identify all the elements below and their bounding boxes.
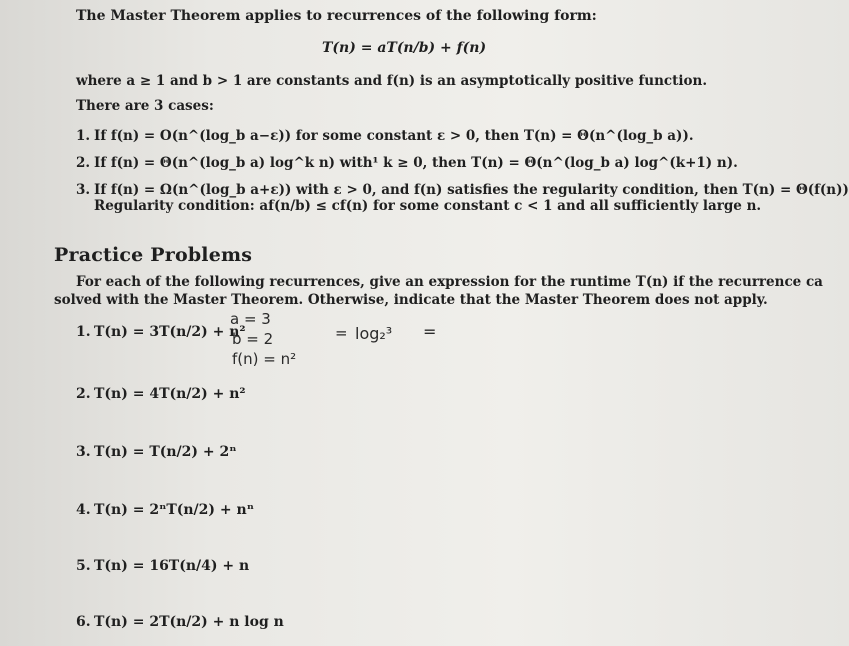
problem-6 [76,614,284,630]
case-text: If f(n) = O(n^(log_b a−ε)) for some constant ε > 0, then T(n) = Θ(n^(log_b a)). [94,128,694,144]
case-2 [76,155,738,171]
where-text: where a ≥ 1 and b > 1 are constants and f(n) is an asymptotically positive function. [76,73,708,89]
handwritten-f: f(n) = n² [232,350,297,368]
problem-number: 5. [76,558,91,574]
problem-1 [76,324,246,340]
problem-3 [76,444,237,460]
problem-expression: T(n) = T(n/2) + 2ⁿ [94,444,237,460]
case-3 [76,182,849,214]
regularity-condition: Regularity condition: af(n/b) ≤ cf(n) for some constant c < 1 and all sufficiently large n. [94,198,762,214]
case-text: If f(n) = Ω(n^(log_b a+ε)) with ε > 0, and f(n) satisfies the regularity condition, then T(n) = Θ(f(n)) [94,182,849,198]
case-number: 3. [76,182,91,198]
problem-number: 4. [76,502,91,518]
problem-expression: T(n) = 2ⁿT(n/2) + nⁿ [94,502,254,518]
problem-number: 1. [76,324,91,340]
problem-2 [76,386,246,402]
problem-5 [76,558,249,574]
practice-intro-line2: solved with the Master Theorem. Otherwise, indicate that the Master Theorem does not apply. [54,292,768,308]
handwritten-equals-2: = [423,322,437,341]
handwritten-log: log₂³ [355,324,393,343]
handwritten-equals: = [335,324,348,342]
problem-expression: T(n) = 16T(n/4) + n [94,558,250,574]
problem-expression: T(n) = 3T(n/2) + n² [94,324,246,340]
case-text: If f(n) = Θ(n^(log_b a) log^k n) with¹ k ≥ 0, then T(n) = Θ(n^(log_b a) log^(k+1) n). [94,155,738,171]
problem-number: 2. [76,386,91,402]
cases-label: There are 3 cases: [76,98,214,114]
case-number: 1. [76,128,91,144]
master-formula: T(n) = aT(n/b) + f(n) [322,40,487,56]
case-number: 2. [76,155,91,171]
handwritten-a: a = 3 [230,310,271,328]
problem-expression: T(n) = 2T(n/2) + n log n [94,614,284,630]
problem-expression: T(n) = 4T(n/2) + n² [94,386,246,402]
problem-number: 6. [76,614,91,630]
practice-heading: Practice Problems [54,244,253,266]
handwritten-b: b = 2 [232,330,274,348]
intro-text: The Master Theorem applies to recurrences of the following form: [76,8,597,24]
problem-number: 3. [76,444,91,460]
problem-4 [76,502,254,518]
practice-intro-line1: For each of the following recurrences, give an expression for the runtime T(n) if the recurrence ca [76,274,823,290]
case-1 [76,128,694,144]
